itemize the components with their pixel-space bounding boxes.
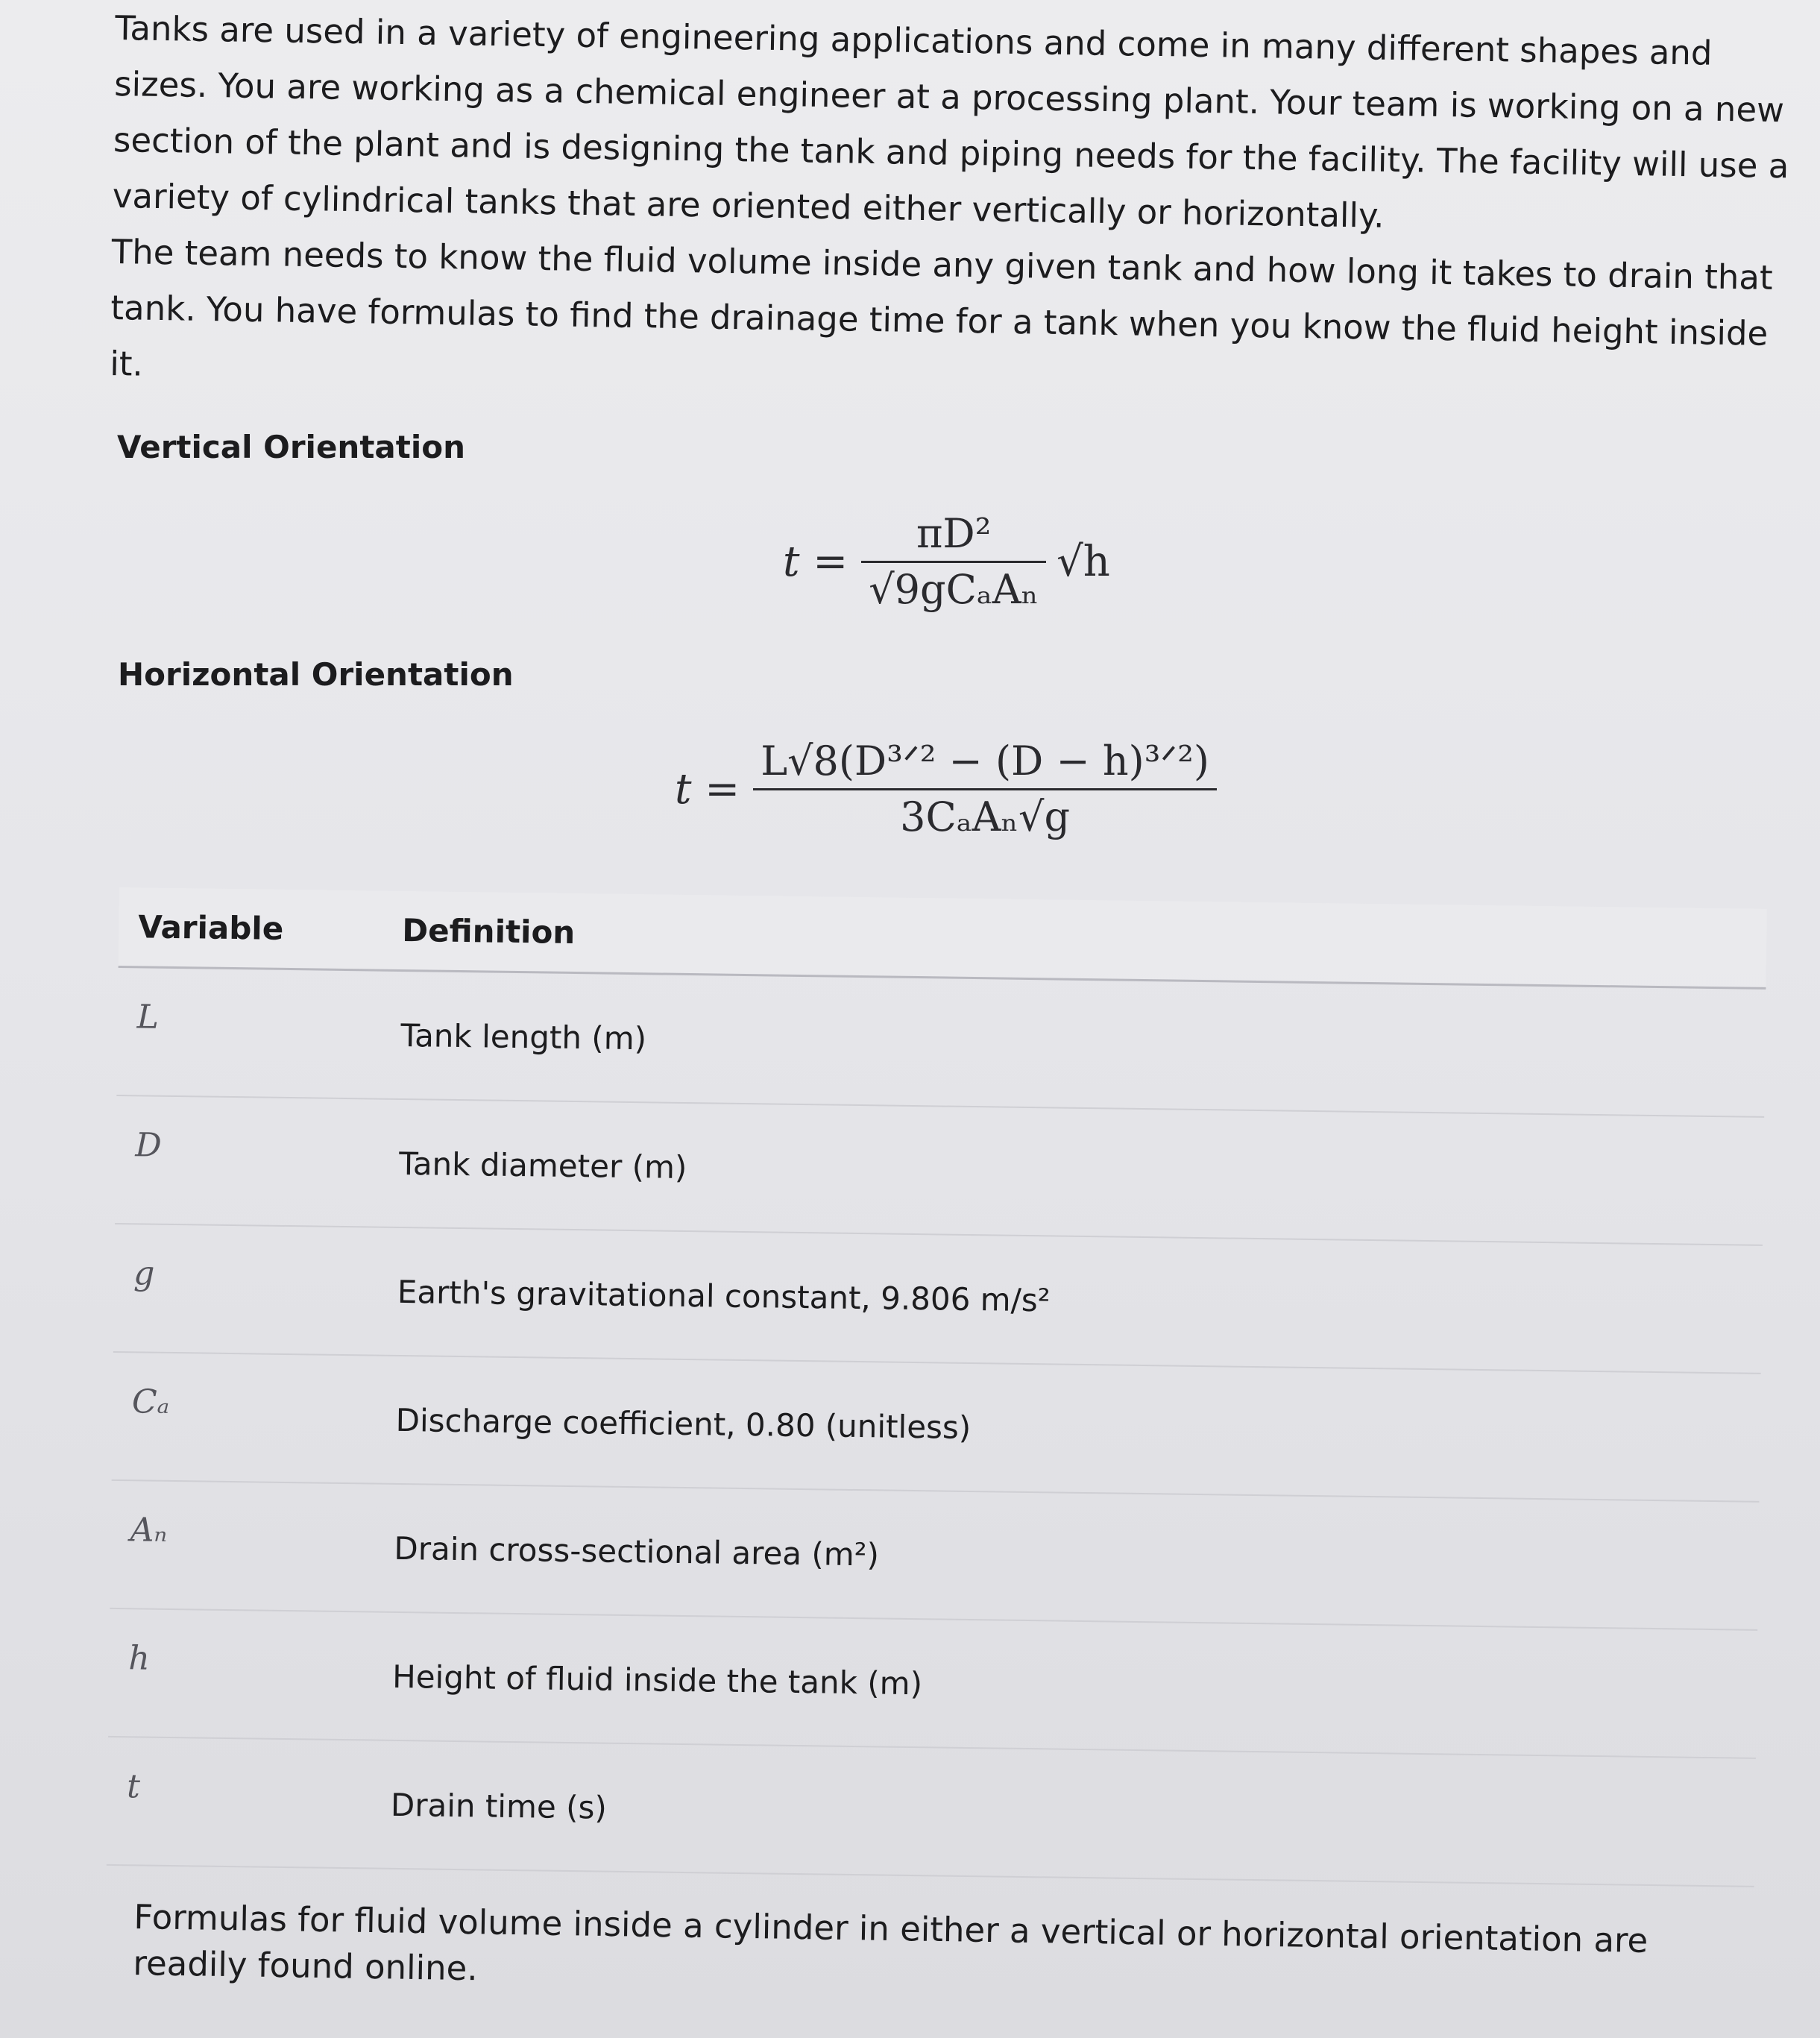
row-variable: Cₐ (131, 1382, 170, 1421)
table-row (108, 1609, 1757, 1759)
formula-numerator: L√8(D³ᐟ² − (D − h)³ᐟ²) (761, 737, 1209, 784)
outro-text: Formulas for fluid volume inside a cylinder in either a vertical or horizontal orientation are readily found online. (133, 1896, 1649, 1989)
formula-fraction (753, 735, 1217, 844)
formula-lhs: t = (675, 765, 740, 814)
row-variable: Aₙ (130, 1510, 168, 1550)
formula-denominator: 3CₐAₙ√g (900, 793, 1071, 840)
table-row (115, 1096, 1764, 1246)
row-definition: Discharge coefficient, 0.80 (unitless) (395, 1401, 972, 1446)
formula-numerator: πD² (916, 510, 992, 557)
horizontal-drain-formula (675, 735, 1217, 844)
formula-sqrt-h: √h (1057, 538, 1110, 586)
header-variable: Variable (137, 908, 284, 947)
row-variable: L (136, 997, 160, 1037)
row-variable: D (135, 1125, 163, 1165)
table-row (116, 968, 1766, 1118)
variable-definition-table (107, 887, 1767, 1887)
row-definition: Tank length (m) (400, 1016, 647, 1057)
intro-paragraph-1: Tanks are used in a variety of engineering applications and come in many different shapes and sizes. You are working as a chemical engineer at a processing plant. Your team is working on a new section of the plant and is designing the tank and piping needs for the facility. The facility will use a variety of cylindrical tanks that are oriented either vertically or horizontally. (112, 7, 1789, 236)
row-variable: t (126, 1767, 141, 1805)
intro-text (110, 0, 1808, 418)
row-definition: Height of fluid inside the tank (m) (391, 1658, 923, 1702)
header-definition: Definition (401, 911, 576, 952)
row-variable: g (133, 1254, 155, 1293)
table-row (107, 1737, 1756, 1887)
row-definition: Drain cross-sectional area (m²) (394, 1529, 880, 1573)
vertical-orientation-heading: Vertical Orientation (117, 429, 465, 465)
table-row (110, 1481, 1759, 1631)
formula-fraction (861, 507, 1046, 617)
row-definition: Drain time (s) (390, 1786, 608, 1826)
row-definition: Earth's gravitational constant, 9.806 m/s² (397, 1273, 1051, 1318)
table-row (113, 1224, 1763, 1374)
table-row (112, 1353, 1761, 1503)
vertical-drain-formula (783, 507, 1110, 617)
formula-denominator: √9gCₐAₙ (869, 566, 1039, 613)
row-variable: h (128, 1638, 151, 1678)
horizontal-orientation-heading: Horizontal Orientation (118, 656, 514, 693)
row-definition: Tank diameter (m) (398, 1145, 687, 1186)
formula-lhs: t = (783, 538, 848, 586)
intro-paragraph-2: The team needs to know the fluid volume inside any given tank and how long it takes to drain that tank. You have formulas to find the drainage time for a tank when you know the fluid height inside it. (109, 231, 1774, 384)
